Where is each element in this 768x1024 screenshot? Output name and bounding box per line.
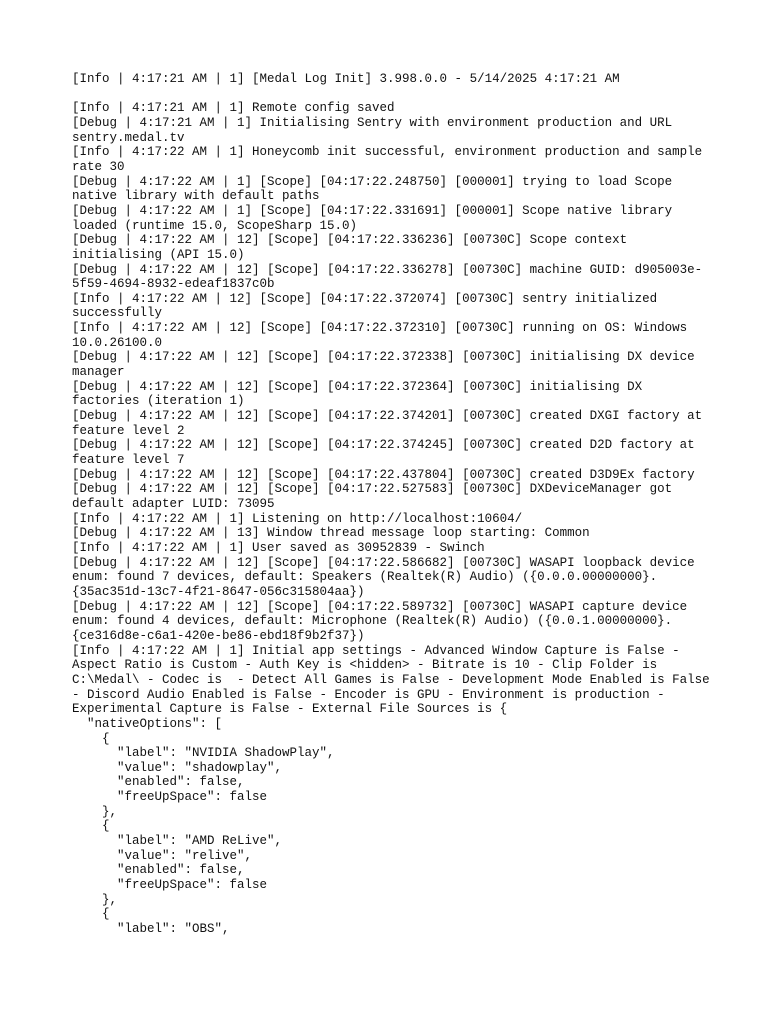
log-line: [Debug | 4:17:22 AM | 13] Window thread message loop starting: Common <box>72 526 590 541</box>
log-line: [Debug | 4:17:22 AM | 1] [Scope] [04:17:22.248750] [000001] trying to load Scope native library with default paths <box>72 174 680 204</box>
log-document <box>72 72 718 937</box>
log-line: [Info | 4:17:22 AM | 1] User saved as 30952839 - Swinch <box>72 540 485 555</box>
log-line: "label": "AMD ReLive", <box>72 834 283 849</box>
log-line: [Debug | 4:17:22 AM | 12] [Scope] [04:17:22.336236] [00730C] Scope context initialising (API 15.0) <box>72 233 635 262</box>
log-line: "freeUpSpace": false <box>72 878 268 893</box>
log-line: [Info | 4:17:22 AM | 12] [Scope] [04:17:22.372310] [00730C] running on OS: Windows 10.0.26100.0 <box>72 321 695 350</box>
log-line: "label": "NVIDIA ShadowPlay", <box>72 746 335 761</box>
log-line: [Debug | 4:17:22 AM | 12] [Scope] [04:17:22.372338] [00730C] initialising DX device manager <box>72 350 703 380</box>
log-line: [Info | 4:17:21 AM | 1] Remote config saved <box>72 101 395 116</box>
log-line: [Info | 4:17:22 AM | 1] Initial app settings - Advanced Window Capture is False - Aspect Ratio is Custom - Auth Key is <hidden> - Bitrate is 10 - Clip Folder is C:\Medal\ - Codec is - Detect All Games is False - Development Mode Enabled is False - Discord Audio Enabled is False - Encoder is GPU - Environment is production - Experimental Capture is False - External File Sources is { <box>72 643 718 717</box>
log-line: [Debug | 4:17:22 AM | 12] [Scope] [04:17:22.527583] [00730C] DXDeviceManager got default adapter LUID: 73095 <box>72 482 680 512</box>
log-line: "enabled": false, <box>72 863 245 878</box>
log-line: [Debug | 4:17:22 AM | 12] [Scope] [04:17:22.437804] [00730C] created D3D9Ex factory <box>72 467 695 482</box>
log-line: [Debug | 4:17:22 AM | 12] [Scope] [04:17:22.372364] [00730C] initialising DX factories (iteration 1) <box>72 379 650 409</box>
log-line: "label": "OBS", <box>72 922 230 937</box>
log-line: }, <box>72 804 118 819</box>
log-line: "value": "relive", <box>72 848 253 863</box>
log-header-line: [Info | 4:17:21 AM | 1] [Medal Log Init] 3.998.0.0 - 5/14/2025 4:17:21 AM <box>72 72 620 86</box>
log-line: { <box>72 731 110 746</box>
log-line: }, <box>72 892 118 907</box>
log-line: { <box>72 819 110 834</box>
log-line: "freeUpSpace": false <box>72 790 268 805</box>
log-line: [Debug | 4:17:22 AM | 12] [Scope] [04:17:22.589732] [00730C] WASAPI capture device enum: found 4 devices, default: Microphone (Realtek(R) Audio) ({0.0.1.00000000}.{ce316d8e-c6a1-420e-be86-ebd18f9b2f37}) <box>72 599 695 643</box>
log-lines <box>72 101 718 937</box>
log-line: [Debug | 4:17:22 AM | 12] [Scope] [04:17:22.374201] [00730C] created DXGI factory at feature level 2 <box>72 409 710 438</box>
log-line: [Debug | 4:17:21 AM | 1] Initialising Sentry with environment production and URL sentry.medal.tv <box>72 115 680 145</box>
log-line: "enabled": false, <box>72 775 245 790</box>
log-line: [Info | 4:17:22 AM | 12] [Scope] [04:17:22.372074] [00730C] sentry initialized successfully <box>72 291 665 321</box>
log-line: [Debug | 4:17:22 AM | 1] [Scope] [04:17:22.331691] [000001] Scope native library loaded (runtime 15.0, ScopeSharp 15.0) <box>72 203 680 233</box>
log-line: "nativeOptions": [ <box>72 716 223 731</box>
log-line: "value": "shadowplay", <box>72 760 283 775</box>
log-line: [Debug | 4:17:22 AM | 12] [Scope] [04:17:22.586682] [00730C] WASAPI loopback device enum: found 7 devices, default: Speakers (Realtek(R) Audio) ({0.0.0.00000000}.{35ac351d-13c7-4f21-8647-056c315804aa}) <box>72 555 703 599</box>
log-line: [Info | 4:17:22 AM | 1] Honeycomb init successful, environment production and sample rate 30 <box>72 145 710 174</box>
log-line: { <box>72 907 110 922</box>
log-line: [Info | 4:17:22 AM | 1] Listening on http://localhost:10604/ <box>72 511 523 526</box>
log-line: [Debug | 4:17:22 AM | 12] [Scope] [04:17:22.336278] [00730C] machine GUID: d905003e-5f59-4694-8932-edeaf1837c0b <box>72 262 703 292</box>
log-line: [Debug | 4:17:22 AM | 12] [Scope] [04:17:22.374245] [00730C] created D2D factory at feature level 7 <box>72 438 703 468</box>
